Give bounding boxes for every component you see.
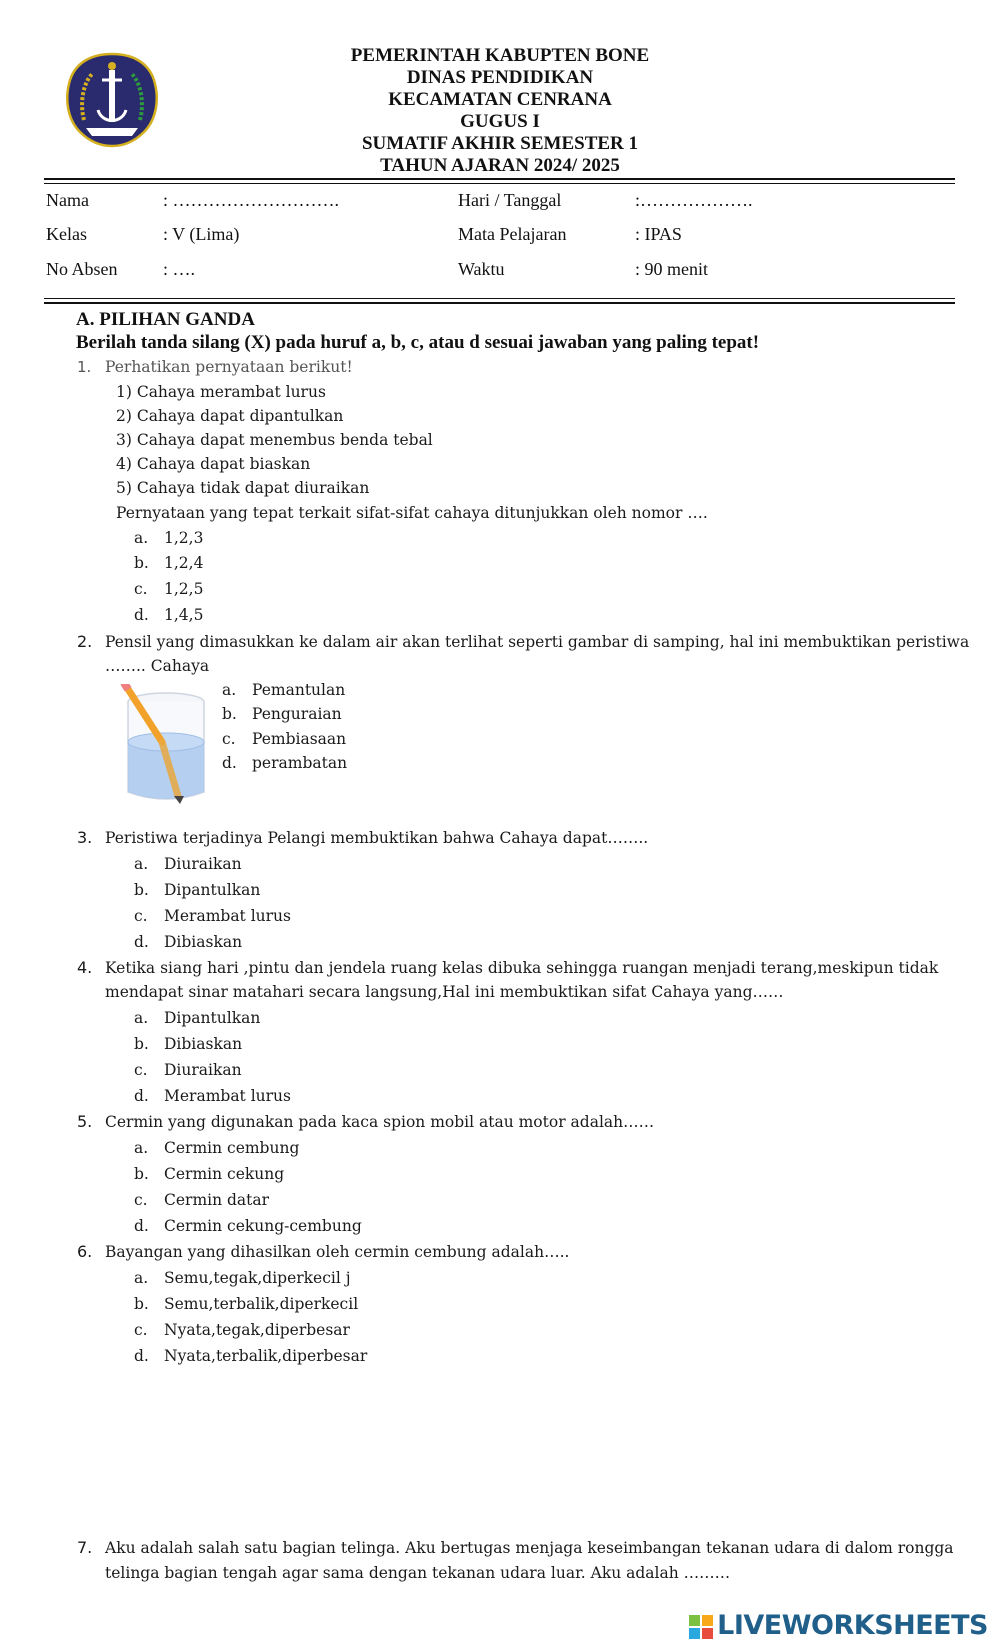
question-text-cont: …….. Cahaya: [105, 657, 210, 675]
answer-option[interactable]: [134, 1034, 242, 1054]
option-text: Pemantulan: [252, 681, 346, 699]
option-text: Merambat lurus: [164, 907, 291, 925]
option-text: Cermin datar: [164, 1191, 270, 1209]
option-text: 1,2,4: [164, 554, 204, 572]
info-divider: [44, 302, 955, 304]
answer-option[interactable]: [134, 605, 203, 625]
answer-option[interactable]: [134, 1216, 362, 1236]
question-text-cont: telinga bagian tengah agar sama dengan tekanan udara luar. Aku adalah ………: [105, 1564, 731, 1582]
option-text: 1,2,5: [164, 580, 204, 598]
question-number: 6.: [77, 1242, 93, 1261]
section-title: A. PILIHAN GANDA: [76, 309, 255, 330]
option-letter: d.: [134, 606, 149, 624]
option-letter: a.: [134, 529, 149, 547]
header-line-1: PEMERINTAH KABUPTEN BONE: [350, 45, 650, 66]
option-letter: b.: [134, 1035, 149, 1053]
option-text: Semu,tegak,diperkecil j: [164, 1269, 351, 1287]
question-number: 2.: [77, 632, 93, 651]
option-text: 1,4,5: [164, 606, 204, 624]
question-number: 1.: [77, 358, 92, 376]
option-text: Penguraian: [252, 705, 342, 723]
option-text: Semu,terbalik,diperkecil: [164, 1295, 359, 1313]
option-letter: b.: [134, 1295, 149, 1313]
answer-option[interactable]: [222, 680, 345, 700]
option-letter: c.: [134, 580, 148, 598]
question-text: Perhatikan pernyataan berikut!: [105, 358, 353, 376]
option-text: Dipantulkan: [164, 1009, 261, 1027]
option-text: Cermin cekung-cembung: [164, 1217, 362, 1235]
option-text: Dipantulkan: [164, 881, 261, 899]
answer-option[interactable]: [134, 854, 242, 874]
statement-item: 3) Cahaya dapat menembus benda tebal: [116, 431, 433, 449]
answer-option[interactable]: [134, 1294, 358, 1314]
option-text: Cermin cekung: [164, 1165, 285, 1183]
header-line-5: SUMATIF AKHIR SEMESTER 1: [361, 133, 639, 154]
watermark-text: LIVEWORKSHEETS: [717, 1610, 988, 1641]
liveworksheets-watermark[interactable]: [689, 1610, 988, 1641]
question-text: Bayangan yang dihasilkan oleh cermin cembung adalah…..: [105, 1243, 570, 1261]
option-letter: a.: [222, 681, 237, 699]
option-text: 1,2,3: [164, 529, 204, 547]
answer-option[interactable]: [134, 1346, 367, 1366]
answer-option[interactable]: [134, 932, 242, 952]
header-line-2: DINAS PENDIDIKAN: [406, 67, 594, 88]
statement-item: 1) Cahaya merambat lurus: [116, 383, 326, 401]
nama-field[interactable]: : ……………………….: [163, 190, 340, 210]
header-divider-top-thin: [44, 183, 955, 184]
question-text: Cermin yang digunakan pada kaca spion mobil atau motor adalah……: [105, 1113, 655, 1131]
mapel-label: Mata Pelajaran: [458, 224, 567, 244]
question-number: 7.: [77, 1538, 93, 1557]
option-text: Diuraikan: [164, 855, 242, 873]
option-text: Nyata,tegak,diperbesar: [164, 1321, 350, 1339]
question-text: Ketika siang hari ,pintu dan jendela ruang kelas dibuka sehingga ruangan menjadi terang,meskipun tidak: [105, 959, 939, 977]
waktu-value: : 90 menit: [635, 259, 708, 279]
option-letter: c.: [134, 1061, 148, 1079]
statement-item: 4) Cahaya dapat biaskan: [116, 455, 311, 473]
question-prompt: Pernyataan yang tepat terkait sifat-sifat cahaya ditunjukkan oleh nomor ….: [116, 504, 708, 522]
section-instruction: Berilah tanda silang (X) pada huruf a, b, c, atau d sesuai jawaban yang paling tepat!: [76, 332, 760, 353]
question-2: [77, 632, 970, 652]
option-letter: d.: [134, 933, 149, 951]
waktu-label: Waktu: [458, 259, 505, 279]
option-letter: d.: [222, 754, 237, 772]
question-6: [77, 1242, 570, 1262]
mapel-value: : IPAS: [635, 224, 682, 244]
question-3: [77, 828, 649, 848]
option-letter: c.: [222, 730, 236, 748]
header-line-6: TAHUN AJARAN 2024/ 2025: [380, 155, 620, 176]
option-letter: a.: [134, 1139, 149, 1157]
option-letter: b.: [222, 705, 237, 723]
option-letter: c.: [134, 1321, 148, 1339]
question-number: 3.: [77, 828, 93, 847]
answer-option[interactable]: [134, 1268, 351, 1288]
pencil-in-water-image: [118, 684, 214, 806]
answer-option[interactable]: [134, 1320, 350, 1340]
question-4: [77, 958, 939, 978]
statement-item: 5) Cahaya tidak dapat diuraikan: [116, 479, 370, 497]
question-text-cont: mendapat sinar matahari secara langsung,Hal ini membuktikan sifat Cahaya yang……: [105, 983, 784, 1001]
answer-option[interactable]: [134, 906, 291, 926]
option-text: Merambat lurus: [164, 1087, 291, 1105]
kelas-label: Kelas: [46, 224, 87, 244]
question-text: Aku adalah salah satu bagian telinga. Aku bertugas menjaga keseimbangan tekanan udara di dalom rongga: [105, 1539, 954, 1557]
option-text: Diuraikan: [164, 1061, 242, 1079]
option-text: Dibiaskan: [164, 933, 243, 951]
answer-option[interactable]: [134, 528, 203, 548]
question-1: [77, 357, 353, 377]
option-letter: d.: [134, 1087, 149, 1105]
option-letter: d.: [134, 1217, 149, 1235]
answer-option[interactable]: [134, 579, 203, 599]
hari-field[interactable]: :……………….: [635, 190, 753, 210]
answer-option[interactable]: [134, 1060, 242, 1080]
question-number: 4.: [77, 958, 93, 977]
option-text: Cermin cembung: [164, 1139, 300, 1157]
answer-option[interactable]: [222, 704, 342, 724]
option-letter: a.: [134, 855, 149, 873]
option-letter: d.: [134, 1347, 149, 1365]
header-line-4: GUGUS I: [460, 111, 540, 132]
answer-option[interactable]: [134, 1086, 291, 1106]
option-text: Pembiasaan: [252, 730, 347, 748]
option-letter: c.: [134, 1191, 148, 1209]
nama-label: Nama: [46, 190, 89, 210]
question-text: Peristiwa terjadinya Pelangi membuktikan bahwa Cahaya dapat……..: [105, 829, 649, 847]
option-text: perambatan: [252, 754, 348, 772]
hari-label: Hari / Tanggal: [458, 190, 562, 210]
option-text: Dibiaskan: [164, 1035, 243, 1053]
option-letter: a.: [134, 1269, 149, 1287]
option-letter: a.: [134, 1009, 149, 1027]
answer-option[interactable]: [134, 880, 260, 900]
answer-option[interactable]: [134, 1008, 260, 1028]
question-5: [77, 1112, 655, 1132]
question-7: [77, 1538, 955, 1558]
option-letter: b.: [134, 881, 149, 899]
answer-option[interactable]: [222, 729, 346, 749]
answer-option[interactable]: [134, 1190, 269, 1210]
option-letter: b.: [134, 1165, 149, 1183]
question-text: Pensil yang dimasukkan ke dalam air akan terlihat seperti gambar di samping, hal ini membuktikan peristiwa: [105, 633, 970, 651]
option-letter: b.: [134, 554, 149, 572]
answer-option[interactable]: [222, 753, 347, 773]
header-divider-top: [44, 178, 955, 180]
liveworksheets-icon: [689, 1615, 713, 1639]
question-number: 5.: [77, 1112, 93, 1131]
answer-option[interactable]: [134, 1138, 299, 1158]
statement-item: 2) Cahaya dapat dipantulkan: [116, 407, 344, 425]
option-text: Nyata,terbalik,diperbesar: [164, 1347, 368, 1365]
info-divider-thin: [44, 298, 955, 299]
kelas-value: : V (Lima): [163, 224, 240, 244]
answer-option[interactable]: [134, 1164, 284, 1184]
absen-field[interactable]: : ….: [163, 259, 196, 279]
header-line-3: KECAMATAN CENRANA: [388, 89, 612, 110]
absen-label: No Absen: [46, 259, 118, 279]
answer-option[interactable]: [134, 553, 203, 573]
option-letter: c.: [134, 907, 148, 925]
